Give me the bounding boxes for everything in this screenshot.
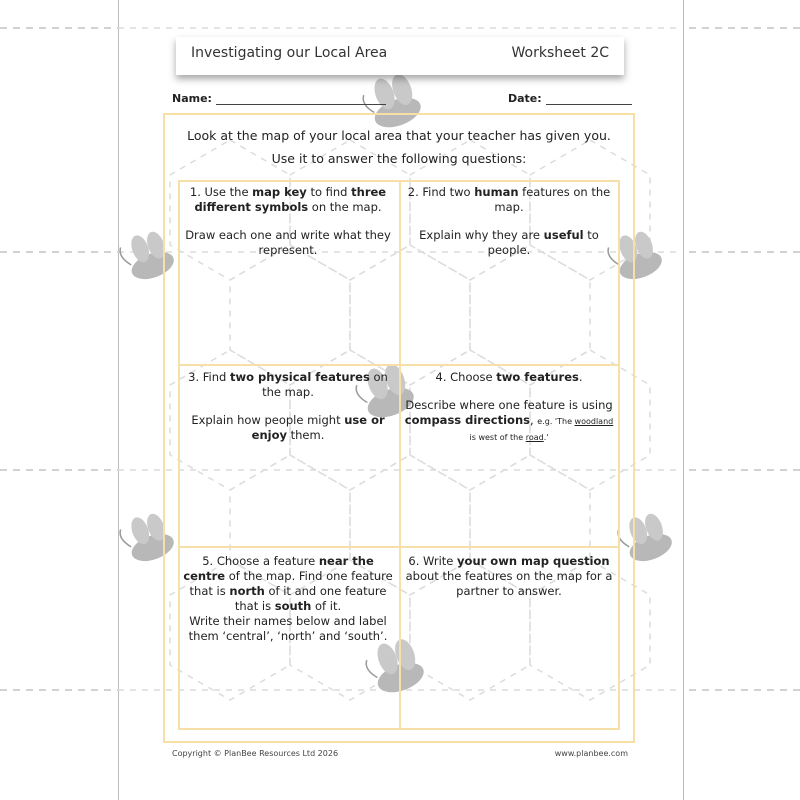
name-input-line[interactable]	[216, 93, 386, 105]
name-field	[172, 92, 386, 105]
date-label: Date:	[508, 92, 542, 105]
question-3[interactable]: 3. Find two physical features on the map. Explain how people might use or enjoy them.	[188, 370, 388, 442]
intro-line-1: Look at the map of your local area that your teacher has given you.	[187, 128, 611, 143]
question-6[interactable]: 6. Write your own map question about the features on the map for a partner to answer.	[405, 554, 613, 598]
date-input-line[interactable]	[546, 93, 632, 105]
question-4[interactable]: 4. Choose two features. Describe where one feature is using compass directions, e.g. 'The woodland is west of the road.'	[404, 370, 614, 442]
grid-divider-vertical	[399, 180, 401, 730]
question-5[interactable]: 5. Choose a feature near the centre of the map. Find one feature that is north of it and one feature that is south of it. Write their names below and label them ‘central’, ‘north’ and ‘south’.	[183, 554, 393, 643]
grid-divider-row-1	[178, 364, 620, 366]
footer-url[interactable]: www.planbee.com	[554, 749, 628, 758]
worksheet-title: Investigating our Local Area	[191, 45, 388, 61]
name-label: Name:	[172, 92, 212, 105]
question-1[interactable]: 1. Use the map key to find three different symbols on the map. Draw each one and write what they represent.	[185, 185, 391, 257]
worksheet-header	[176, 37, 624, 75]
footer-copyright: Copyright © PlanBee Resources Ltd 2026	[172, 749, 339, 758]
worksheet-number: Worksheet 2C	[511, 45, 609, 61]
question-2[interactable]: 2. Find two human features on the map. Explain why they are useful to people.	[407, 185, 611, 257]
intro-line-2: Use it to answer the following questions:	[271, 151, 527, 166]
date-field	[508, 92, 632, 105]
grid-divider-row-2	[178, 546, 620, 548]
